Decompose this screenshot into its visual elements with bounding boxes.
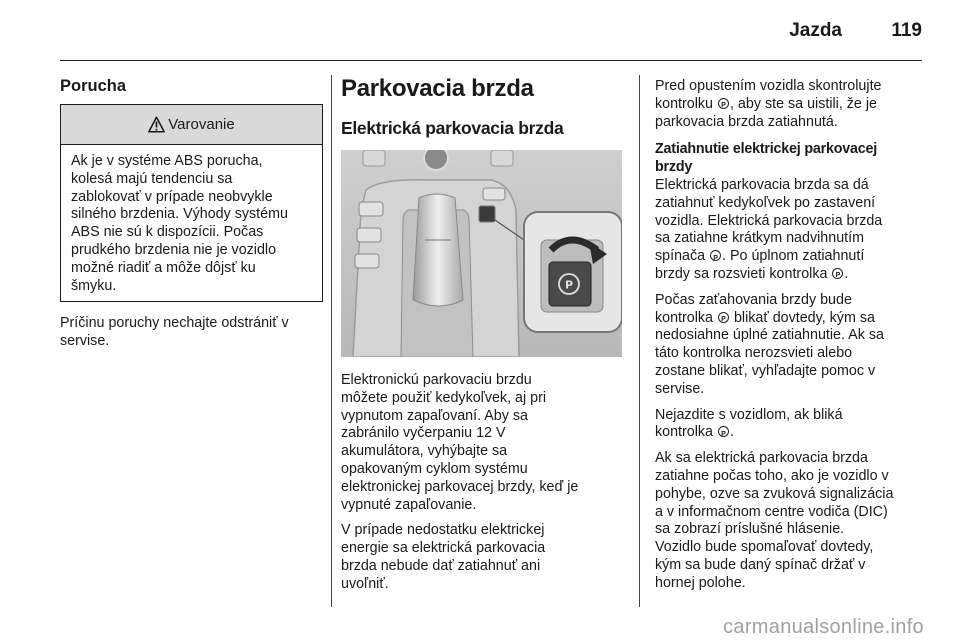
subheading-electric-parking-brake: Elektrická parkovacia brzda bbox=[341, 118, 564, 138]
text-segment: spínača bbox=[655, 248, 710, 265]
text-segment: Vozidlo bude spomaľovať dovtedy, bbox=[655, 539, 874, 556]
warning-title-bar bbox=[61, 105, 322, 145]
text-line: šmyku. bbox=[71, 277, 117, 294]
parking-brake-icon bbox=[832, 268, 843, 279]
text-segment: táto kontrolka nerozsvieti alebo bbox=[655, 345, 853, 362]
text-line bbox=[655, 96, 893, 114]
text-line bbox=[655, 450, 893, 468]
text-line bbox=[655, 575, 893, 593]
text-segment: a v informačnom centre vodiča (DIC) bbox=[655, 503, 888, 520]
header-rule bbox=[60, 60, 922, 61]
parking-brake-icon bbox=[718, 98, 729, 109]
text-line: možné riadiť a môže dôjsť ku bbox=[71, 259, 256, 276]
text-segment: zostane blikať, vyhľadajte pomoc v bbox=[655, 362, 876, 379]
text-line: kolesá majú tendenciu sa bbox=[71, 170, 233, 187]
fault-repair-note bbox=[60, 315, 289, 351]
text-line: V prípade nedostatku elektrickej bbox=[341, 522, 545, 539]
text-segment: servise. bbox=[655, 380, 705, 397]
electric-brake-description bbox=[341, 372, 578, 594]
text-line: silného brzdenia. Výhody systému bbox=[71, 206, 288, 223]
text-line bbox=[655, 230, 893, 248]
text-segment: Ak sa elektrická parkovacia brzda bbox=[655, 450, 868, 467]
text-line: energie sa elektrická parkovacia bbox=[341, 540, 546, 557]
text-segment: . Po úplnom zatiahnutí bbox=[722, 248, 865, 265]
text-segment: , aby ste sa uistili, že je bbox=[729, 95, 877, 112]
text-segment: sa zatiahne krátkym nadvihnutím bbox=[655, 230, 864, 247]
parking-brake-icon bbox=[718, 426, 729, 437]
section-heading-porucha: Porucha bbox=[60, 77, 127, 95]
warning-title: Varovanie bbox=[168, 116, 235, 133]
text-segment: kontrolka bbox=[655, 424, 717, 441]
text-segment: sa zobrazí príslušné hlásenie. bbox=[655, 521, 845, 538]
text-line: zablokovať v prípade neobvykle bbox=[71, 188, 273, 205]
text-segment: hornej polohe. bbox=[655, 574, 746, 591]
parking-brake-photo bbox=[341, 150, 622, 357]
text-segment: parkovacia brzda zatiahnutá. bbox=[655, 113, 838, 130]
text-line bbox=[655, 177, 893, 195]
text-segment: . bbox=[844, 265, 849, 282]
text-line: servise. bbox=[60, 332, 110, 349]
warning-box bbox=[60, 104, 323, 302]
text-line bbox=[655, 310, 893, 328]
text-line bbox=[655, 327, 893, 345]
text-line: akumulátora, vyhýbajte sa bbox=[341, 443, 508, 460]
text-line: prudkého brzdenia nie je vozidlo bbox=[71, 241, 277, 258]
text-line bbox=[655, 521, 893, 539]
text-segment: Pred opustením vozidla skontrolujte bbox=[655, 78, 882, 94]
text-line: môžete použiť kedykoľvek, aj pri bbox=[341, 389, 547, 406]
brake-instructions bbox=[655, 78, 893, 593]
warning-triangle-icon bbox=[148, 116, 165, 133]
text-line: Elektronickú parkovaciu brzdu bbox=[341, 372, 532, 388]
text-line: ABS nie sú k dispozícii. Počas bbox=[71, 224, 264, 241]
section-heading-parking-brake: Parkovacia brzda bbox=[341, 75, 534, 102]
text-segment: vozidla. Elektrická parkovacia brzda bbox=[655, 212, 883, 229]
subheading-apply-brake: Zatiahnutie elektrickej parkovacej bbox=[655, 141, 878, 158]
text-line bbox=[655, 195, 893, 213]
text-line bbox=[655, 486, 893, 504]
text-line: vypnutom zapaľovaní. Aby sa bbox=[341, 407, 528, 424]
subheading-apply-brake: brzdy bbox=[655, 159, 693, 176]
text-line bbox=[655, 345, 893, 363]
text-segment: pohybe, ozve sa zvuková signalizácia bbox=[655, 485, 894, 502]
text-line: brzda nebude dať zatiahnuť ani bbox=[341, 557, 541, 574]
text-segment: Nejazdite s vozidlom, ak bliká bbox=[655, 406, 843, 423]
text-line bbox=[655, 363, 893, 381]
svg-text:P: P bbox=[564, 278, 574, 292]
page-number: 119 bbox=[891, 20, 922, 41]
text-line bbox=[655, 381, 893, 399]
text-segment: . bbox=[729, 424, 734, 441]
text-line bbox=[655, 292, 893, 310]
watermark: carmanualsonline.info bbox=[723, 616, 924, 638]
column-divider-1 bbox=[331, 75, 332, 607]
column-divider-2 bbox=[639, 75, 640, 607]
text-segment: kým sa bude daný spínač držať v bbox=[655, 556, 866, 573]
text-segment: Elektrická parkovacia brzda sa dá bbox=[655, 176, 869, 193]
text-line: Ak je v systéme ABS porucha, bbox=[71, 153, 263, 169]
text-line: Príčinu poruchy nechajte odstrániť v bbox=[60, 315, 289, 331]
text-line bbox=[655, 539, 893, 557]
text-segment: zatiahnuť kedykoľvek po zastavení bbox=[655, 194, 876, 211]
text-line: elektronickej parkovacej brzdy, keď je bbox=[341, 478, 579, 495]
text-segment: brzdy sa rozsvieti kontrolka bbox=[655, 265, 832, 282]
text-line bbox=[655, 504, 893, 522]
text-segment: blikať dovtedy, kým sa bbox=[729, 309, 875, 326]
text-line bbox=[655, 248, 893, 266]
text-segment: Počas zaťahovania brzdy bude bbox=[655, 291, 852, 308]
parking-brake-icon bbox=[710, 250, 721, 261]
text-line bbox=[655, 407, 893, 425]
text-line bbox=[655, 266, 893, 284]
text-line bbox=[655, 424, 893, 442]
text-line bbox=[655, 213, 893, 231]
text-line bbox=[655, 468, 893, 486]
text-line bbox=[655, 78, 893, 96]
text-line bbox=[655, 557, 893, 575]
warning-body bbox=[61, 145, 322, 295]
text-segment: kontrolku bbox=[655, 95, 717, 112]
text-segment: nedosiahne úplné zatiahnutie. Ak sa bbox=[655, 327, 884, 344]
parking-brake-icon bbox=[718, 312, 729, 323]
running-header-section: Jazda bbox=[789, 20, 842, 41]
text-line: opakovaným cyklom systému bbox=[341, 460, 528, 477]
text-segment: kontrolka bbox=[655, 309, 717, 326]
text-line: vypnuté zapaľovanie. bbox=[341, 496, 477, 513]
text-segment: zatiahne počas toho, ako je vozidlo v bbox=[655, 467, 889, 484]
text-line: uvoľniť. bbox=[341, 575, 389, 592]
text-line bbox=[655, 114, 893, 132]
text-line: zabránilo vyčerpaniu 12 V bbox=[341, 425, 506, 442]
